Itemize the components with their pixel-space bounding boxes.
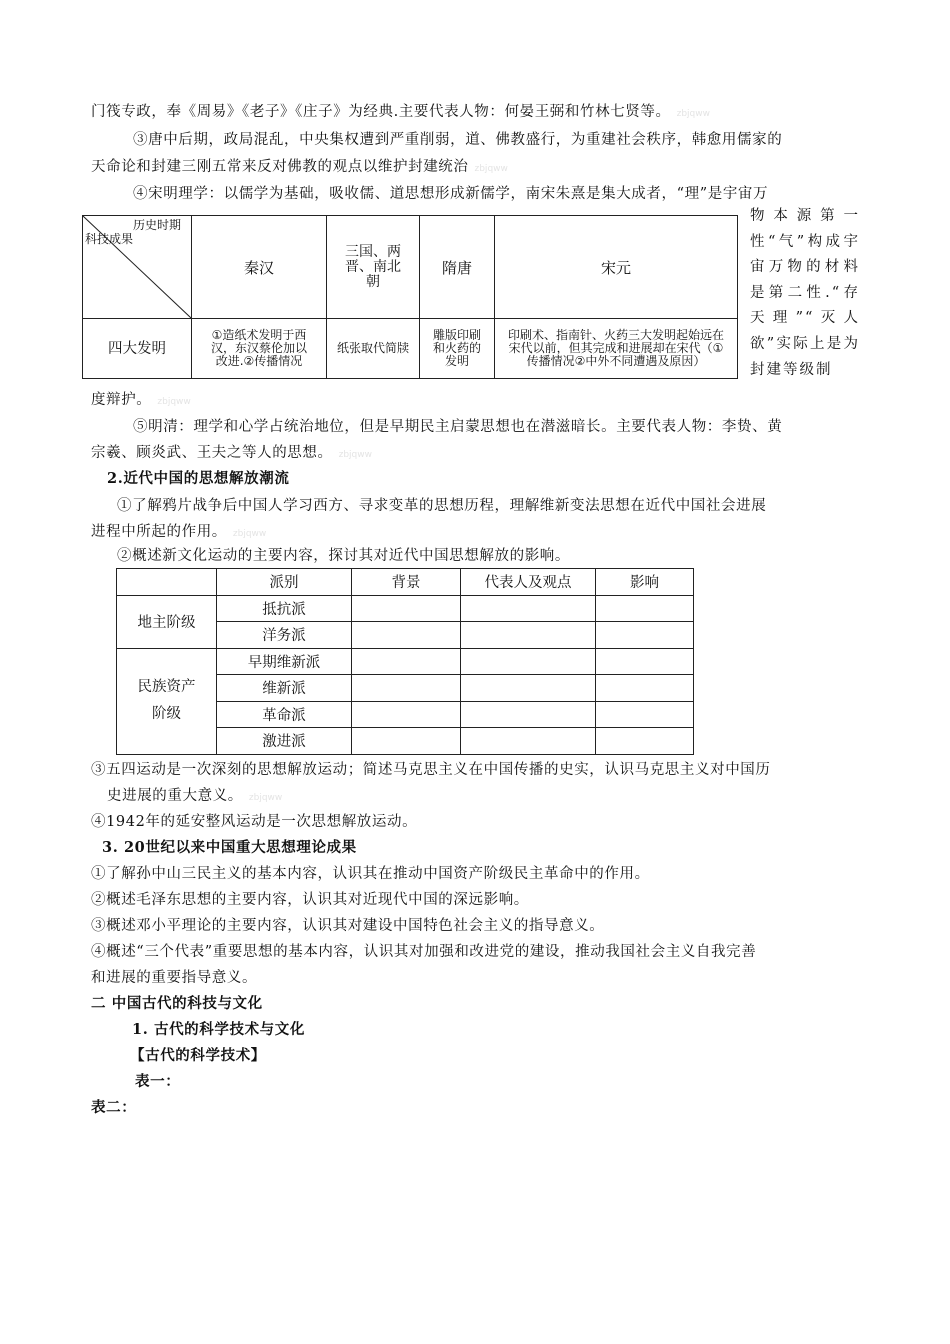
- subsection-heading: 1. 古代的科学技术与文化: [132, 1021, 305, 1038]
- table-cell: [352, 701, 461, 728]
- header-background: 背景: [352, 569, 461, 596]
- row-label-inventions: 四大发明: [83, 319, 192, 379]
- group-landlord: 地主阶级: [117, 595, 217, 648]
- table-cell: [461, 622, 596, 649]
- text-line: ④宋明理学：以儒学为基础，吸收儒、道思想形成新儒学，南宋朱熹是集大成者，“理”是宇宙万: [133, 186, 769, 202]
- header-achievement: 科技成果: [85, 232, 134, 246]
- table-cell: [596, 648, 694, 675]
- text-line: ②概述新文化运动的主要内容，探讨其对近代中国思想解放的影响。: [117, 548, 570, 564]
- table-cell: [352, 648, 461, 675]
- table-cell: [461, 648, 596, 675]
- table-cell: [352, 728, 461, 755]
- faction-name: 抵抗派: [217, 595, 352, 622]
- text-line: 度辩护。 zbjqww: [91, 392, 191, 408]
- text-line: ④1942年的延安整风运动是一次思想解放运动。: [91, 814, 418, 830]
- faction-name: 早期维新派: [217, 648, 352, 675]
- table-cell: [461, 675, 596, 702]
- text-line: ④概述“三个代表”重要思想的基本内容，认识其对加强和改进党的建设，推动我国社会主义自我完善: [91, 944, 757, 960]
- table-cell: [352, 675, 461, 702]
- cell-qinhan: ①造纸术发明于西汉，东汉蔡伦加以改进.②传播情况: [192, 319, 327, 379]
- header-representatives: 代表人及观点: [461, 569, 596, 596]
- table-cell: [596, 595, 694, 622]
- text-line: 史进展的重大意义。 zbjqww: [107, 788, 283, 804]
- table-cell: [596, 675, 694, 702]
- text-line: ①了解孙中山三民主义的基本内容，认识其在推动中国资产阶级民主革命中的作用。: [91, 866, 650, 882]
- tech-table: [82, 215, 738, 379]
- text-line: 和进展的重要指导意义。: [91, 970, 258, 986]
- faction-name: 维新派: [217, 675, 352, 702]
- diagonal-header-cell: [83, 216, 192, 319]
- thought-table: [116, 568, 694, 755]
- table-cell: [596, 701, 694, 728]
- table-caption: 表二：: [91, 1099, 137, 1116]
- table-cell: [596, 728, 694, 755]
- header-qinhan: 秦汉: [192, 216, 327, 319]
- text-line: ②概述毛泽东思想的主要内容，认识其对近现代中国的深远影响。: [91, 892, 529, 908]
- text-line: 天命论和封建三刚五常来反对佛教的观点以维护封建统治 zbjqww: [91, 159, 508, 175]
- section-heading: 3. 20世纪以来中国重大思想理论成果: [102, 839, 357, 856]
- header-sanguo: 三国、两晋、南北朝: [327, 216, 420, 319]
- section-heading: 2.近代中国的思想解放潮流: [107, 470, 290, 487]
- table-cell: [352, 595, 461, 622]
- section-heading: 二 中国古代的科技与文化: [91, 995, 263, 1012]
- text-line: 宗羲、顾炎武、王夫之等人的思想。 zbjqww: [91, 445, 372, 461]
- text-line: ③概述邓小平理论的主要内容，认识其对建设中国特色社会主义的指导意义。: [91, 918, 605, 934]
- header-suitang: 隋唐: [420, 216, 495, 319]
- text-line: ③唐中后期，政局混乱，中央集权遭到严重削弱，道、佛教盛行，为重建社会秩序，韩愈用儒家的: [133, 132, 783, 148]
- faction-name: 激进派: [217, 728, 352, 755]
- header-influence: 影响: [596, 569, 694, 596]
- table-cell: [596, 622, 694, 649]
- header-period: 历史时期: [132, 218, 181, 232]
- table-cell: [461, 595, 596, 622]
- table-caption: 表一：: [135, 1073, 181, 1090]
- text-line: ③五四运动是一次深刻的思想解放运动；简述马克思主义在中国传播的史实，认识马克思主义对中国历: [91, 762, 771, 778]
- table-cell: [352, 622, 461, 649]
- text-line: ⑤明清：理学和心学占统治地位，但是早期民主启蒙思想也在潜滋暗长。主要代表人物：李贽、黄: [133, 419, 783, 435]
- side-text: 物本源第一性“气”构成宇宙万物的材料是第二性.“存天理”“灭人欲”实际上是为封建等级制: [750, 208, 860, 378]
- text-line: ①了解鸦片战争后中国人学习西方、寻求变革的思想历程，理解维新变法思想在近代中国社会进展: [117, 498, 767, 514]
- cell-sanguo: 纸张取代简牍: [327, 319, 420, 379]
- text-line: 进程中所起的作用。 zbjqww: [91, 524, 267, 540]
- cell-suitang: 雕版印刷和火药的发明: [420, 319, 495, 379]
- subsection-heading: 【古代的科学技术】: [130, 1047, 266, 1064]
- empty-cell: [117, 569, 217, 596]
- header-faction: 派别: [217, 569, 352, 596]
- cell-songyuan: 印刷术、指南针、火药三大发明起始远在宋代以前，但其完成和进展却在宋代（①传播情况②中外不同遭遇及原因）: [495, 319, 738, 379]
- faction-name: 革命派: [217, 701, 352, 728]
- group-bourgeoisie: 民族资产阶级: [117, 648, 217, 754]
- table-cell: [461, 728, 596, 755]
- header-songyuan: 宋元: [495, 216, 738, 319]
- faction-name: 洋务派: [217, 622, 352, 649]
- table-cell: [461, 701, 596, 728]
- text-line: 门筏专政，奉《周易》《老子》《庄子》为经典.主要代表人物：何晏王弼和竹林七贤等。 zbjqww: [91, 104, 710, 120]
